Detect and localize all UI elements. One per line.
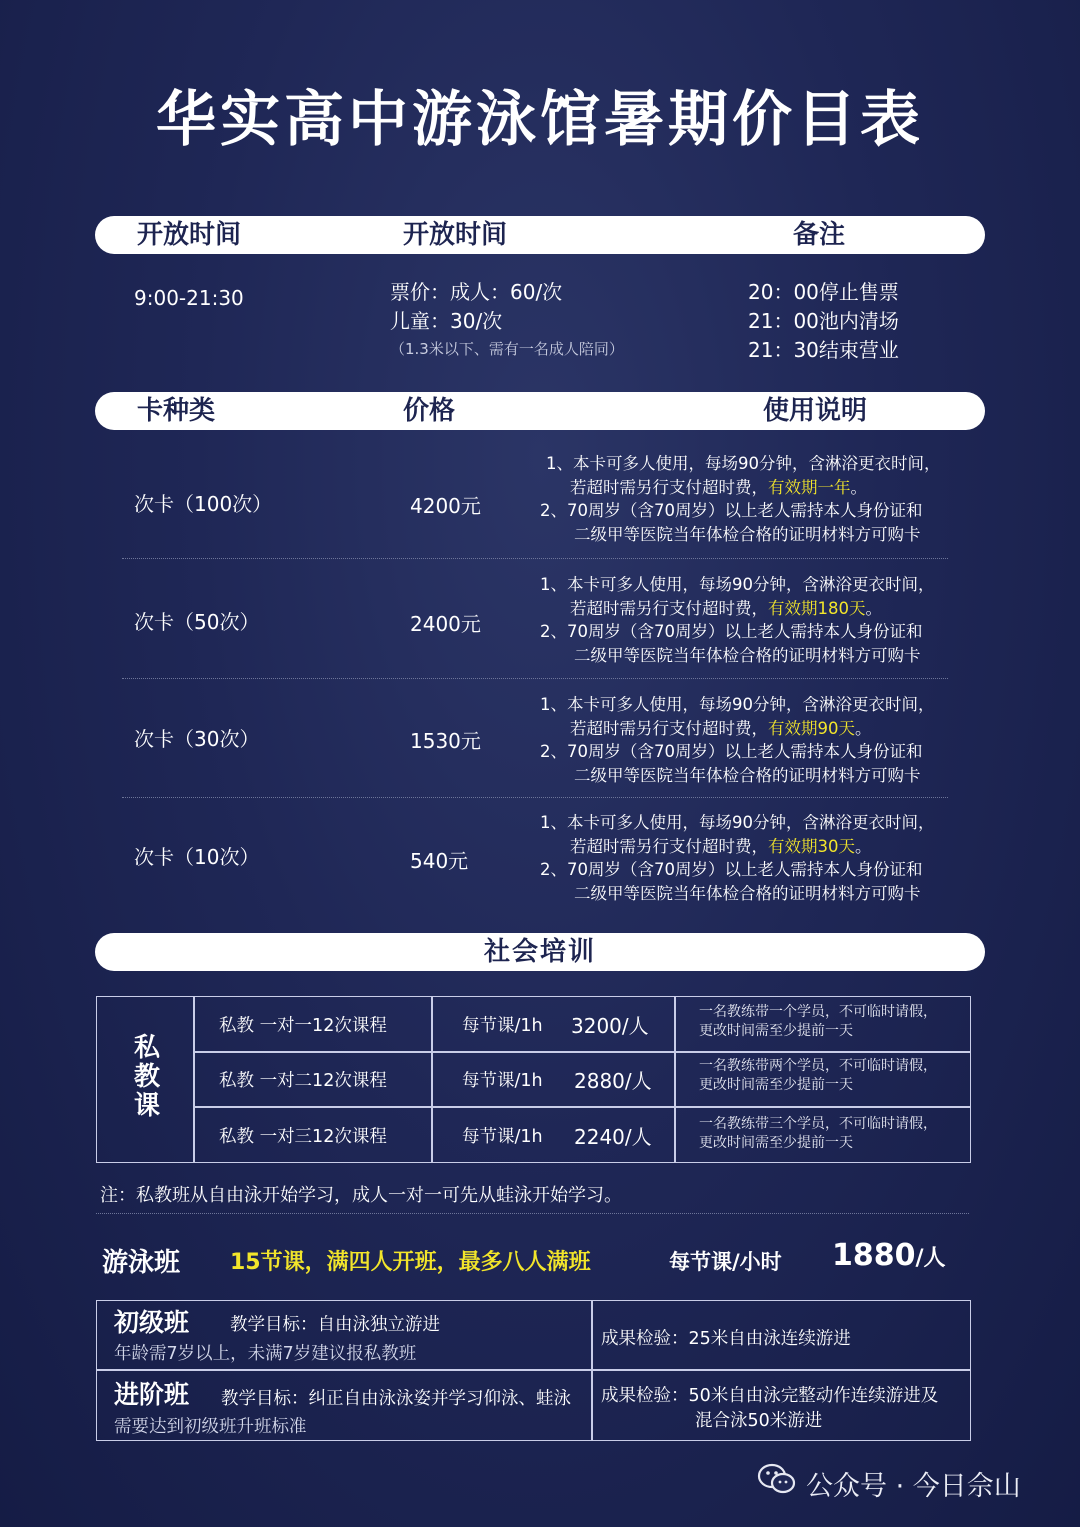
desc-line: 2、70周岁（含70周岁）以上老人需持本人身份证和 xyxy=(540,622,923,641)
header-remarks: 备注 xyxy=(793,220,846,250)
header-bar-cards xyxy=(95,392,985,430)
note-line: 更改时间需至少提前一天 xyxy=(699,1077,853,1093)
table-divider xyxy=(193,996,195,1162)
table-divider xyxy=(591,1300,593,1441)
course-note xyxy=(699,1003,937,1041)
level-check-continued: 混合泳50米游进 xyxy=(695,1411,823,1431)
desc-line: 二级甲等医院当年体检合格的证明材料方可购卡 xyxy=(574,883,921,903)
desc-line: 1、本卡可多人使用，每场90分钟，含淋浴更衣时间， xyxy=(540,813,935,832)
level-requirement: 需要达到初级班升班标准 xyxy=(114,1417,307,1437)
level-check: 成果检验：25米自由泳连续游进 xyxy=(601,1329,851,1349)
remark-1: 20：00停止售票 xyxy=(748,280,899,304)
level-name: 初级班 xyxy=(114,1308,190,1337)
level-check: 成果检验：50米自由泳完整动作连续游进及 xyxy=(601,1386,939,1406)
card-name: 次卡（30次） xyxy=(134,727,260,751)
remark-3: 21：30结束营业 xyxy=(748,338,899,362)
desc-line: 二级甲等医院当年体检合格的证明材料方可购卡 xyxy=(574,524,921,544)
desc-text: 若超时需另行支付超时费， xyxy=(570,718,768,738)
validity-highlight: 有效期180天 xyxy=(768,598,866,618)
swim-class-unit: 每节课/小时 xyxy=(669,1250,782,1274)
desc-line: 2、70周岁（含70周岁）以上老人需持本人身份证和 xyxy=(540,742,923,761)
level-requirement: 年龄需7岁以上，未满7岁建议报私教班 xyxy=(114,1344,417,1364)
price-suffix: /人 xyxy=(915,1246,946,1271)
header-social-training: 社会培训 xyxy=(483,937,596,967)
private-lesson-label xyxy=(132,1034,162,1121)
desc-line xyxy=(540,476,980,500)
card-price: 1530元 xyxy=(410,729,481,753)
course-price: 3200/人 xyxy=(571,1014,649,1038)
label-char: 私 xyxy=(133,1033,160,1063)
course-name: 私教 一对二12次课程 xyxy=(219,1071,387,1091)
validity-highlight: 有效期30天 xyxy=(768,836,855,856)
desc-text: 若超时需另行支付超时费， xyxy=(570,836,768,856)
row-divider xyxy=(122,558,948,559)
desc-text: 若超时需另行支付超时费， xyxy=(570,598,768,618)
private-footnote: 注：私教班从自由泳开始学习，成人一对一可先从蛙泳开始学习。 xyxy=(100,1185,622,1206)
wechat-icon xyxy=(757,1462,797,1496)
note-line: 一名教练带一个学员，不可临时请假， xyxy=(699,1004,937,1020)
header-usage: 使用说明 xyxy=(763,396,868,426)
desc-line xyxy=(540,835,980,859)
course-unit: 每节课/1h xyxy=(462,1127,543,1147)
ticket-adult: 票价：成人：60/次 xyxy=(390,280,563,304)
table-divider xyxy=(193,1051,970,1053)
swim-class-price xyxy=(832,1238,946,1273)
header-card-type: 卡种类 xyxy=(137,396,216,426)
course-unit: 每节课/1h xyxy=(462,1071,543,1091)
course-price: 2240/人 xyxy=(574,1125,652,1149)
card-price: 4200元 xyxy=(410,494,481,518)
table-divider xyxy=(193,1106,970,1108)
swim-class-detail: 15节课，满四人开班，最多八人满班 xyxy=(230,1250,591,1275)
table-divider xyxy=(674,996,676,1162)
note-line: 更改时间需至少提前一天 xyxy=(699,1135,853,1151)
validity-highlight: 有效期90天 xyxy=(768,718,855,738)
watermark-text: 公众号 · 今日佘山 xyxy=(806,1471,1021,1502)
footnote-divider xyxy=(96,1213,969,1214)
desc-text: 。 xyxy=(865,598,882,618)
note-line: 一名教练带两个学员，不可临时请假， xyxy=(699,1058,937,1074)
desc-line xyxy=(540,717,980,741)
hours-value: 9:00-21:30 xyxy=(134,286,244,310)
header-bar-hours xyxy=(95,216,985,254)
desc-text: 若超时需另行支付超时费， xyxy=(570,477,768,497)
course-name: 私教 一对一12次课程 xyxy=(219,1016,387,1036)
desc-line: 二级甲等医院当年体检合格的证明材料方可购卡 xyxy=(574,765,921,785)
level-goal: 教学目标：纠正自由泳泳姿并学习仰泳、蛙泳 xyxy=(221,1389,571,1409)
desc-line xyxy=(540,597,980,621)
note-line: 更改时间需至少提前一天 xyxy=(699,1023,853,1039)
header-opening-time: 开放时间 xyxy=(137,220,242,250)
course-price: 2880/人 xyxy=(574,1069,652,1093)
desc-text: 。 xyxy=(855,718,872,738)
course-note xyxy=(699,1057,937,1095)
header-price: 价格 xyxy=(403,396,456,426)
course-note xyxy=(699,1115,937,1153)
desc-line: 1、本卡可多人使用，每场90分钟，含淋浴更衣时间， xyxy=(540,695,935,714)
table-divider xyxy=(431,996,433,1162)
card-name: 次卡（50次） xyxy=(134,610,260,634)
swim-class-label: 游泳班 xyxy=(102,1248,181,1278)
note-line: 一名教练带三个学员，不可临时请假， xyxy=(699,1116,937,1132)
card-price: 2400元 xyxy=(410,612,481,636)
desc-text: 。 xyxy=(855,836,872,856)
header-opening-time-2: 开放时间 xyxy=(403,220,508,250)
desc-line: 2、70周岁（含70周岁）以上老人需持本人身份证和 xyxy=(540,501,923,520)
row-divider xyxy=(122,797,948,798)
remark-2: 21：00池内清场 xyxy=(748,309,899,333)
label-char: 课 xyxy=(133,1091,160,1121)
desc-line: 1、本卡可多人使用，每场90分钟，含淋浴更衣时间， xyxy=(540,575,935,594)
desc-line: 1、本卡可多人使用，每场90分钟，含淋浴更衣时间， xyxy=(546,454,941,473)
card-description xyxy=(540,811,980,905)
price-value: 1880 xyxy=(832,1238,916,1273)
level-goal: 教学目标：自由泳独立游进 xyxy=(230,1315,440,1335)
card-description xyxy=(540,573,980,667)
course-unit: 每节课/1h xyxy=(462,1016,543,1036)
desc-line: 二级甲等医院当年体检合格的证明材料方可购卡 xyxy=(574,645,921,665)
card-description xyxy=(540,452,980,546)
desc-line: 2、70周岁（含70周岁）以上老人需持本人身份证和 xyxy=(540,860,923,879)
course-name: 私教 一对三12次课程 xyxy=(219,1127,387,1147)
ticket-child: 儿童：30/次 xyxy=(390,309,503,333)
card-name: 次卡（100次） xyxy=(134,492,273,516)
page-title: 华实高中游泳馆暑期价目表 xyxy=(156,85,924,155)
ticket-note: （1.3米以下、需有一名成人陪同） xyxy=(390,340,624,358)
header-bar-training xyxy=(95,933,985,971)
level-name: 进阶班 xyxy=(114,1380,190,1409)
row-divider xyxy=(122,678,948,679)
validity-highlight: 有效期一年 xyxy=(768,477,851,497)
desc-text: 。 xyxy=(850,477,867,497)
table-divider xyxy=(96,1369,971,1371)
card-name: 次卡（10次） xyxy=(134,845,260,869)
card-description xyxy=(540,693,980,787)
label-char: 教 xyxy=(133,1062,160,1092)
card-price: 540元 xyxy=(410,849,469,873)
